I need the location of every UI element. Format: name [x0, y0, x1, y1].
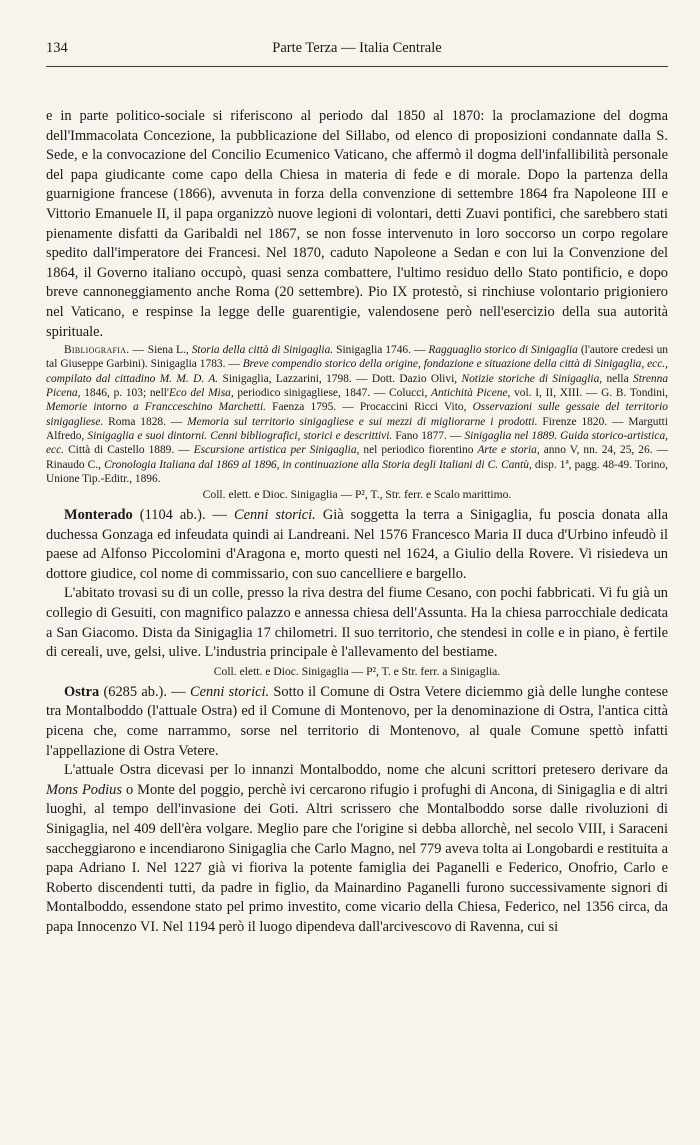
bibliography-part: Osservazioni sulle gessaie del territorio sinigagliese. [46, 401, 669, 428]
bibliography-part: Antichità Picene, [431, 387, 511, 400]
bibliography-part: Faenza 1795. — Procaccini Ricci Vito, [265, 401, 473, 414]
bibliography-part: Strenna Picena, [46, 372, 669, 400]
bibliography-part: Memoria sul territorio sinigagliese e sui mezzi di migliorarne i prodotti. [187, 415, 538, 428]
bibliography-entries [46, 344, 668, 485]
bibliography-part: Eco del Misa, [168, 387, 234, 400]
collegio-monterado: Coll. elett. e Dioc. Sinigaglia — P², T. e Str. ferr. a Sinigaglia. [213, 664, 501, 678]
page-number: 134 [46, 40, 68, 56]
bibliography-part: Arte e storia, [477, 444, 540, 457]
page [46, 40, 668, 938]
bibliography-part: Città di Castello 1889. — [64, 444, 194, 457]
bibliography-part: Breve compendio storico della origine, fondazione e situazione della città di Sinigaglia, ecc., compilato dal cittadino M. M. D. A. [46, 358, 668, 385]
bibliography-part: Notizie storiche di Sinigaglia, [461, 372, 603, 385]
bibliography-part: disp. 1ª, pagg. 48-49. Torino, Unione Tip.-Editr., 1896. [46, 458, 668, 485]
ostra-cenni-heading: Cenni storici. [189, 683, 270, 700]
bibliography-part: 1846, p. 103; nell' [80, 387, 169, 400]
bibliography-part: Storia della città di Sinigaglia. [191, 344, 334, 357]
bibliography-part: periodico sinigagliese, 1847. — Colucci, [233, 387, 432, 400]
entry-monterado [46, 506, 668, 584]
monterado-description: L'abitato trovasi su di un colle, presso la riva destra del fiume Cesano, con pochi fabbricati. Vi fu già un collegio di Gesuiti, con magnifico palazzo e annessa chiesa dell'Assunta. Ha la chiesa parrocchiale dedicata a San Giacomo. Dista da Sinigaglia 17 chilometri. Il suo territorio, che stendesi in colle e in piano, è fertile di cereali, uve, gelsi, ulive. L'industria principale è l'allevamento del bestiame. [46, 585, 668, 661]
bibliography-part: Sinigaglia nel 1889. [464, 429, 558, 442]
page-header [46, 40, 668, 66]
ostra-population: (6285 ab.). — [99, 683, 190, 700]
monterado-cenni-heading: Cenni storici. [233, 507, 316, 524]
entry-title-ostra: Ostra [64, 683, 100, 700]
bibliography-part: vol. I, II, XIII. — G. B. Tondini, [510, 387, 668, 400]
bibliography-part: Guida storico-artistica, ecc. [46, 429, 668, 457]
bibliography [46, 343, 668, 486]
bibliography-part: nella [602, 372, 633, 385]
body-text [46, 107, 668, 938]
ostra-text-c: o Monte del poggio, perchè ivi cercarono rifugio i profughi di Ancona, di Sinigaglia e di altri luoghi, al tempo dell'invasione dei Goti. Altri scrissero che Montalboddo sorse dalle rivoluzioni di Sinigaglia, nel 409 dell'èra volgare. Meglio pare che l'origine si debba allorchè, nel secolo VIII, i Saraceni saccheggiarono e incendiarono Sinigaglia che Carlo Magno, nel 779 aveva tolta ai Longobardi e restituita a papa Adriano I. Nel 1227 già vi fioriva la potente famiglia dei Paganelli e Federico, Onofrio, Carlo e Roberto discendenti tutti, da padre in figlio, da Mainardino Paganelli furono successivamente signori di Montalboddo, essendone stato pel primo investito, come vicario della Chiesa, Federico, nel 1356 circa, da papa Innocenzo VI. Nel 1194 però il luogo dipendeva dall'arcivescovo di Ravenna, cui si [46, 781, 668, 935]
monterado-population: (1104 ab.). — [132, 507, 234, 524]
ostra-history-1: Sotto il Comune di Ostra Vetere diciemmo già delle lunghe contese tra Montalboddo (l'attuale Ostra) ed il Comune di Montenovo, per la denominazione di Ostra, l'antica città picena che, come narrammo, sorse nel territorio di Montenovo, al quale Comune spettò infatti l'appellazione di Ostra Vetere. [46, 683, 668, 759]
collegio-sinigaglia: Coll. elett. e Dioc. Sinigaglia — P², T., Str. ferr. e Scalo marittimo. [202, 488, 512, 502]
bibliography-part: Ragguaglio storico di Sinigaglia [428, 344, 578, 357]
bibliography-part: Fano 1877. — [392, 429, 465, 442]
monterado-history: Già soggetta la terra a Sinigaglia, fu poscia donata alla duchessa Gonzaga ed infeudata quindi ai Landreani. Nel 1576 Francesco Maria II duca d'Urbino infeudò il paese ad Alfonso Piccolomini d'Aragona e, morto questi nel 1624, a Giulio della Rovere. Vi risiedeva un dottore giudice, col nome di commissario, con suo cancelliere e bargello. [46, 507, 668, 582]
ostra-history-2 [46, 761, 668, 937]
bibliography-part: nel periodico fiorentino [359, 444, 478, 457]
intro-paragraph: e in parte politico-sociale si riferiscono al periodo dal 1850 al 1870: la proclamazione del dogma dell'Immacolata Concezione, la pubblicazione del Sillabo, od elenco di proposizioni condannate dalla S. Sede, e la convocazione del Concilio Ecumenico Vaticano, che affermò il dogma dell'infallibilità personale del papa giudicante come capo della Chiesa in materia di fede e di morale. Dopo la partenza della guarnigione francese (1866), avvenuta in forza della convenzione di settembre 1864 fra Napoleone III e Vittorio Emanuele II, il papa organizzò nuove legioni di volontari, detti Zuavi pontifici, che sarebbero stati pienamente disfatti da Garibaldi nel 1867, se non fosse intervenuto in loro soccorso un corpo regolare spedito dall'imperatore dei Francesi. Nel 1870, caduto Napoleone a Sedan e con lui la Convenzione del 1864, il Governo italiano occupò, quasi senza combattere, l'ultimo residuo dello Stato pontificio, e dopo breve cannoneggiamento anche Roma (20 settembre). Pio IX protestò, si rinchiuse volontario prigioniero nel Vaticano, e respinse la legge delle guarentigie, valendosene però nell'esercizio della sua autorità spirituale. [46, 108, 668, 340]
bibliography-part: Cronologia Italiana dal 1869 al 1896, in continuazione alla Storia degli Italiani di C. Cantù, [104, 458, 532, 471]
bibliography-part: Sinigaglia, Lazzarini, 1798. — Dott. Dazio Olivi, [218, 372, 462, 385]
entry-ostra [46, 683, 668, 761]
ostra-mons-podius: Mons Podius [46, 781, 122, 798]
header-rule [46, 66, 668, 67]
bibliography-part: Firenze 1820. — Margutti Alfredo, [46, 415, 668, 442]
bibliography-label: Bibliografia. — [64, 344, 148, 357]
bibliography-part: Escursione artistica per Sinigaglia, [193, 444, 360, 457]
bibliography-part: Sinigaglia e suoi dintorni. Cenni bibliografici, storici e descrittivi. [87, 429, 393, 442]
entry-title-monterado: Monterado [64, 507, 133, 524]
bibliography-part: Sinigaglia 1746. — [333, 344, 429, 357]
bibliography-part: Memorie intorno a Francceschino Marchetti. [46, 401, 266, 414]
ostra-text-a: L'attuale Ostra dicevasi per lo innanzi Montalboddo, nome che alcuni scrittori pretesero derivare da [64, 762, 668, 779]
bibliography-part: anno V, nn. 24, 25, 26. — Rinaudo C., [46, 444, 668, 471]
bibliography-part: (l'autore credesi un tal Giuseppe Garbini). Sinigaglia 1783. — [46, 344, 668, 371]
bibliography-part: Siena L., [147, 344, 192, 357]
bibliography-part: Roma 1828. — [103, 415, 188, 428]
running-title: Parte Terza — Italia Centrale [272, 40, 442, 56]
